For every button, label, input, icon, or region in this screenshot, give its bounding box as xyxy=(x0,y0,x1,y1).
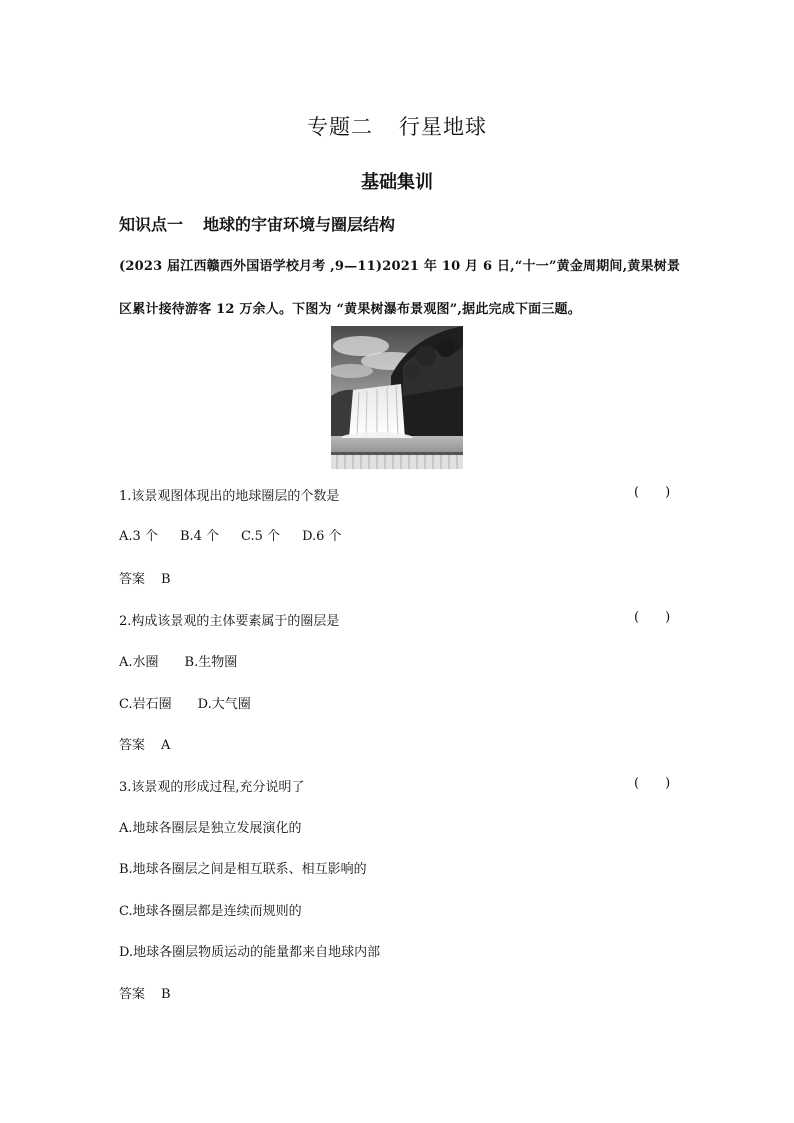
question-3-option-b: B.地球各圈层之间是相互联系、相互影响的 xyxy=(119,862,367,877)
question-3-option-d: D.地球各圈层物质运动的能量都来自地球内部 xyxy=(119,945,381,960)
question-2-option-c: C.岩石圈 xyxy=(119,697,172,712)
question-3-option-c: C.地球各圈层都是连续而规则的 xyxy=(119,904,302,919)
question-1-option-d: D.6 个 xyxy=(302,529,342,544)
page-title-part2: 行星地球 xyxy=(399,115,487,139)
question-2-options-row2 xyxy=(119,693,251,712)
question-1-options xyxy=(119,525,342,544)
question-2-option-a: A.水圈 xyxy=(119,655,159,670)
question-1-option-a: A.3 个 xyxy=(119,529,158,544)
question-2-option-d: D.大气圈 xyxy=(197,697,251,712)
question-3-option-a: A.地球各圈层是独立发展演化的 xyxy=(119,821,302,836)
question-1-answer: 答案 B xyxy=(119,572,171,587)
question-2-answer: 答案 A xyxy=(119,738,171,753)
section-topic: 地球的宇宙环境与圈层结构 xyxy=(203,215,396,234)
question-2-options-row1 xyxy=(119,651,237,670)
question-1-option-b: B.4 个 xyxy=(179,529,220,544)
question-3-answer-blank: ( ) xyxy=(634,776,671,791)
question-3-answer: 答案 B xyxy=(119,987,171,1002)
section-heading xyxy=(119,212,395,235)
question-1-option-c: C.5 个 xyxy=(241,529,281,544)
question-1-stem: 1.该景观图体现出的地球圈层的个数是 xyxy=(119,489,340,504)
intro-line-2: 区累计接待游客 12 万余人。下图为 “黄果树瀑布景观图”,据此完成下面三题。 xyxy=(119,302,581,317)
question-2-answer-blank: ( ) xyxy=(634,610,671,625)
question-2-stem: 2.构成该景观的主体要素属于的圈层是 xyxy=(119,614,340,629)
page-subtitle: 基础集训 xyxy=(361,172,433,193)
page-title-part1: 专题二 xyxy=(307,115,373,139)
page-title xyxy=(0,111,794,141)
question-2-option-b: B.生物圈 xyxy=(184,655,238,670)
intro-line-1: (2023 届江西赣西外国语学校月考 ,9—11)2021 年 10 月 6 日,“十一”黄金周期间,黄果树景 xyxy=(119,259,681,274)
question-1-answer-blank: ( ) xyxy=(634,485,671,500)
question-3-stem: 3.该景观的形成过程,充分说明了 xyxy=(119,780,305,795)
section-number: 知识点一 xyxy=(119,215,184,234)
waterfall-photo xyxy=(331,326,463,469)
